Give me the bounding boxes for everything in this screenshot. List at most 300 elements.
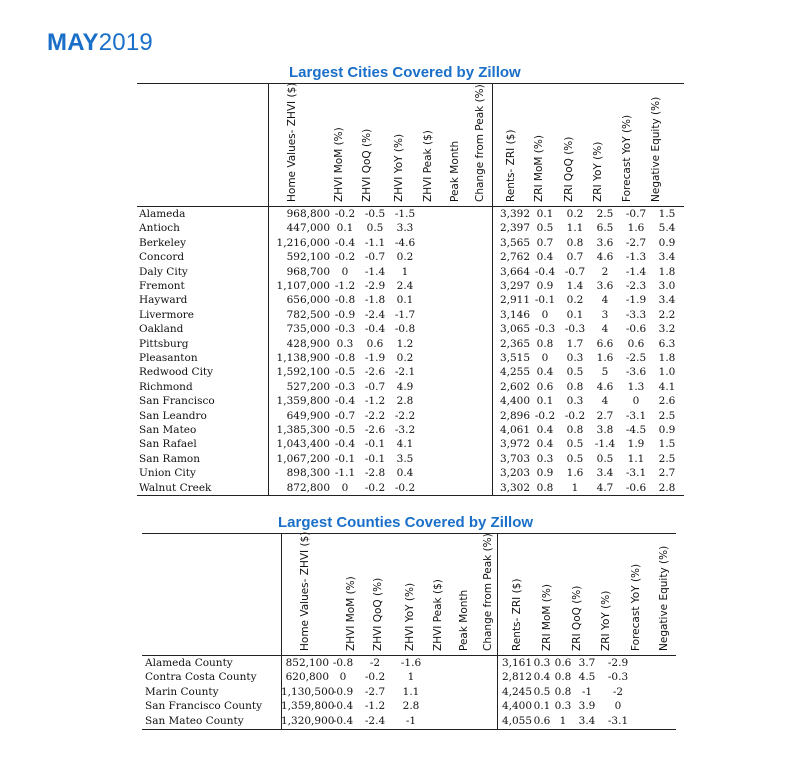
table-cell: -0.4 <box>364 323 386 336</box>
table-cell: -0.6 <box>625 481 647 494</box>
table-cell: 527,200 <box>286 380 330 393</box>
row-label: Union City <box>139 467 196 480</box>
table-cell: -0.9 <box>332 685 354 698</box>
table-cell: 1.5 <box>658 438 676 451</box>
table-cell: 0.9 <box>658 236 676 249</box>
table-cell: 1,216,000 <box>276 236 330 249</box>
table-cell: 0.8 <box>566 236 584 249</box>
table-cell: 1.6 <box>566 467 584 480</box>
table-cell: 6.6 <box>596 337 614 350</box>
table-cell: 0.8 <box>554 671 572 684</box>
table-cell: 898,300 <box>286 467 330 480</box>
table-cell: 1.5 <box>658 208 676 220</box>
table-cell: 2.7 <box>658 467 676 480</box>
table-cell: 2,602 <box>499 380 530 393</box>
table-cell: 3 <box>601 308 609 321</box>
table-cell: -0.4 <box>334 395 356 408</box>
table-cell: -2 <box>612 685 624 698</box>
table-cell: 2.5 <box>596 208 614 220</box>
table-cell: 852,100 <box>285 657 329 669</box>
row-label: Redwood City <box>139 366 214 379</box>
table-cell: 0.4 <box>536 424 554 436</box>
cities-table-title: Largest Cities Covered by Zillow <box>289 64 521 81</box>
column-header: ZRI MoM (%) <box>533 135 545 202</box>
table-cell: -1.4 <box>625 265 647 278</box>
table-top-rule <box>137 83 684 84</box>
table-cell: 0.3 <box>533 657 551 669</box>
table-cell: -0.5 <box>364 208 386 220</box>
table-cell: -0.2 <box>534 409 556 422</box>
column-header: ZHVI MoM (%) <box>345 576 357 651</box>
table-cell: 0.4 <box>536 438 554 451</box>
table-cell: 620,800 <box>285 671 329 684</box>
row-label: Richmond <box>139 380 193 393</box>
table-cell: -0.4 <box>534 265 556 278</box>
column-header: Peak Month <box>449 140 461 202</box>
column-header: Rents- ZRI ($) <box>511 578 523 651</box>
table-cell: 2.2 <box>658 308 676 321</box>
table-cell: 1,043,400 <box>276 438 330 451</box>
table-cell: 3.7 <box>578 657 596 669</box>
table-cell: 1.6 <box>627 222 645 235</box>
table-cell: -2.6 <box>364 366 386 379</box>
table-cell: -3.1 <box>625 467 647 480</box>
table-row <box>0 670 811 684</box>
table-cell: -2.4 <box>364 714 386 727</box>
row-label: Oakland <box>139 323 184 336</box>
table-cell: -0.2 <box>334 251 356 264</box>
table-cell: -2 <box>369 657 381 669</box>
table-cell: 2,911 <box>499 294 530 307</box>
table-cell: 1 <box>571 481 579 494</box>
table-cell: 3.4 <box>658 294 676 307</box>
column-header: Home Values- ZHVI ($) <box>286 82 298 202</box>
table-cell: -0.8 <box>394 323 416 336</box>
row-label: Antioch <box>139 222 180 235</box>
table-cell: -2.9 <box>607 657 629 669</box>
table-cell: -0.1 <box>334 452 356 465</box>
table-cell: 4.9 <box>396 380 414 393</box>
table-cell: -1.3 <box>625 251 647 264</box>
table-cell: 3.0 <box>658 280 676 292</box>
table-cell: -2.9 <box>364 280 386 292</box>
table-row <box>0 207 811 221</box>
table-cell: 4.5 <box>578 671 596 684</box>
table-cell: -0.4 <box>332 714 354 727</box>
row-label: Pleasanton <box>139 352 198 364</box>
table-cell: 0.1 <box>396 294 414 307</box>
table-cell: 0 <box>341 481 349 494</box>
table-cell: 1.9 <box>627 438 645 451</box>
table-cell: -0.1 <box>364 452 386 465</box>
table-cell: 1.1 <box>627 452 645 465</box>
table-cell: -1 <box>405 714 417 727</box>
table-cell: 4.1 <box>658 380 676 393</box>
table-cell: 0 <box>632 395 640 408</box>
table-row <box>0 466 811 480</box>
table-row <box>0 409 811 423</box>
table-cell: 4 <box>601 323 609 336</box>
table-cell: 968,700 <box>286 265 330 278</box>
table-cell: 1 <box>401 265 409 278</box>
table-cell: -0.1 <box>534 294 556 307</box>
table-cell: 0.7 <box>536 236 554 249</box>
row-label: Concord <box>139 251 185 264</box>
column-header: ZRI QoQ (%) <box>571 585 583 651</box>
row-label: San Rafael <box>139 438 197 451</box>
table-cell: 3.2 <box>658 323 676 336</box>
table-cell: 0.3 <box>566 395 584 408</box>
table-cell: 2.8 <box>402 700 420 713</box>
table-cell: 4,245 <box>501 685 532 698</box>
table-bottom-rule <box>137 495 684 496</box>
table-cell: -0.6 <box>625 323 647 336</box>
table-cell: 3.6 <box>596 280 614 292</box>
table-cell: -0.5 <box>334 424 356 436</box>
table-cell: 4.6 <box>596 380 614 393</box>
table-cell: 0.5 <box>533 685 551 698</box>
table-cell: 0.6 <box>366 337 384 350</box>
column-header: Change from Peak (%) <box>482 533 494 651</box>
table-cell: 3,664 <box>499 265 530 278</box>
table-cell: 1,359,800 <box>276 395 330 408</box>
table-cell: -0.2 <box>364 481 386 494</box>
table-cell: 656,000 <box>286 294 330 307</box>
row-label: Berkeley <box>139 236 187 249</box>
table-cell: 6.3 <box>658 337 676 350</box>
column-header: ZRI MoM (%) <box>541 584 553 651</box>
table-cell: -2.2 <box>394 409 416 422</box>
table-cell: -0.4 <box>334 236 356 249</box>
table-cell: -0.3 <box>607 671 629 684</box>
table-cell: 2.5 <box>658 409 676 422</box>
table-cell: 3.4 <box>596 467 614 480</box>
table-cell: 1.8 <box>658 352 676 364</box>
row-label: Alameda <box>139 208 186 220</box>
table-row <box>0 221 811 235</box>
table-cell: -1.2 <box>334 280 356 292</box>
page-title-month: MAY <box>47 29 99 56</box>
table-cell: -1.5 <box>394 208 416 220</box>
column-header: ZHVI YoY (%) <box>404 582 416 651</box>
table-cell: 3,065 <box>499 323 530 336</box>
table-cell: 1.8 <box>658 265 676 278</box>
table-cell: 3,515 <box>499 352 530 364</box>
table-top-rule <box>142 533 676 534</box>
table-row <box>0 685 811 699</box>
row-label: Pittsburg <box>139 337 189 350</box>
table-cell: 3.5 <box>396 452 414 465</box>
table-cell: 1,359,800 <box>281 700 335 713</box>
table-cell: -0.4 <box>332 700 354 713</box>
row-label: Walnut Creek <box>139 481 212 494</box>
table-cell: 0.6 <box>627 337 645 350</box>
table-cell: -4.5 <box>625 424 647 436</box>
table-cell: 782,500 <box>286 308 330 321</box>
table-cell: 0.8 <box>536 337 554 350</box>
table-row <box>0 437 811 451</box>
table-cell: 2,896 <box>499 409 530 422</box>
table-row <box>0 293 811 307</box>
table-cell: 0.4 <box>536 251 554 264</box>
counties-table-title: Largest Counties Covered by Zillow <box>278 514 534 531</box>
table-cell: 0.2 <box>566 208 584 220</box>
table-row <box>0 481 811 495</box>
table-row <box>0 656 811 670</box>
table-cell: 0.2 <box>396 352 414 364</box>
table-cell: 2.6 <box>658 395 676 408</box>
table-cell: -2.6 <box>364 424 386 436</box>
table-cell: 0.1 <box>536 208 554 220</box>
table-cell: 3.8 <box>596 424 614 436</box>
table-cell: 0.7 <box>566 251 584 264</box>
column-header: Peak Month <box>458 589 470 651</box>
table-row <box>0 394 811 408</box>
column-header: ZHVI Peak ($) <box>422 130 434 202</box>
table-cell: 4,400 <box>499 395 530 408</box>
table-cell: 4 <box>601 395 609 408</box>
table-cell: -0.7 <box>364 380 386 393</box>
table-cell: -0.2 <box>334 208 356 220</box>
table-cell: -0.3 <box>564 323 586 336</box>
table-row <box>0 279 811 293</box>
table-cell: 0.9 <box>658 424 676 436</box>
table-cell: 4.1 <box>396 438 414 451</box>
table-cell: 0 <box>614 700 622 713</box>
table-cell: -3.1 <box>625 409 647 422</box>
column-header: Forecast YoY (%) <box>621 114 633 202</box>
table-cell: 5.4 <box>658 222 676 235</box>
table-cell: 0.5 <box>366 222 384 235</box>
table-cell: 735,000 <box>286 323 330 336</box>
table-row <box>0 452 811 466</box>
column-header: Negative Equity (%) <box>650 96 662 202</box>
table-cell: -1.8 <box>364 294 386 307</box>
table-cell: 0.1 <box>533 700 551 713</box>
table-cell: -0.8 <box>334 352 356 364</box>
table-row <box>0 423 811 437</box>
table-cell: -1 <box>581 685 593 698</box>
table-cell: 0.3 <box>336 337 354 350</box>
table-cell: 1.4 <box>566 280 584 292</box>
table-cell: 592,100 <box>286 251 330 264</box>
table-cell: 0.1 <box>536 395 554 408</box>
table-cell: -3.6 <box>625 366 647 379</box>
table-cell: -0.7 <box>564 265 586 278</box>
table-cell: 4.7 <box>596 481 614 494</box>
table-cell: -0.8 <box>332 657 354 669</box>
table-cell: 968,800 <box>286 208 330 220</box>
table-cell: 0.6 <box>554 657 572 669</box>
table-cell: 0.3 <box>554 700 572 713</box>
table-cell: 1.1 <box>402 685 420 698</box>
table-cell: -1.4 <box>364 265 386 278</box>
table-row <box>0 351 811 365</box>
table-cell: 0.4 <box>533 671 551 684</box>
table-cell: 3,972 <box>499 438 530 451</box>
table-cell: -1.2 <box>364 700 386 713</box>
table-cell: 447,000 <box>286 222 330 235</box>
table-cell: 3.6 <box>596 236 614 249</box>
table-cell: 0.5 <box>566 366 584 379</box>
table-cell: 872,800 <box>286 481 330 494</box>
table-cell: -1.2 <box>364 395 386 408</box>
table-cell: 0.4 <box>396 467 414 480</box>
row-label: San Francisco <box>139 395 215 408</box>
table-cell: -3.1 <box>607 714 629 727</box>
table-cell: -0.1 <box>364 438 386 451</box>
table-cell: 1,130,500 <box>281 685 335 698</box>
table-cell: 0.1 <box>336 222 354 235</box>
table-cell: -2.4 <box>364 308 386 321</box>
table-cell: 2 <box>601 265 609 278</box>
row-label: San Mateo County <box>145 714 244 727</box>
table-cell: 0.2 <box>566 294 584 307</box>
table-cell: 0.8 <box>566 424 584 436</box>
column-header: ZHVI QoQ (%) <box>361 128 373 202</box>
table-row <box>0 365 811 379</box>
table-cell: 1 <box>407 671 415 684</box>
table-cell: 0 <box>541 352 549 364</box>
table-cell: -2.1 <box>394 366 416 379</box>
table-cell: 3.4 <box>578 714 596 727</box>
table-row <box>0 265 811 279</box>
table-cell: 428,900 <box>286 337 330 350</box>
table-cell: -3.2 <box>394 424 416 436</box>
table-cell: 0.5 <box>566 438 584 451</box>
table-cell: 3.4 <box>658 251 676 264</box>
row-label: San Mateo <box>139 424 197 436</box>
table-cell: 2.5 <box>658 452 676 465</box>
table-cell: 1.7 <box>566 337 584 350</box>
table-cell: 0 <box>541 308 549 321</box>
table-cell: -0.3 <box>534 323 556 336</box>
table-cell: 0.1 <box>566 308 584 321</box>
column-header: Forecast YoY (%) <box>630 563 642 651</box>
table-cell: -0.2 <box>564 409 586 422</box>
row-label: Livermore <box>139 308 195 321</box>
table-cell: 1,592,100 <box>276 366 330 379</box>
table-cell: 0.6 <box>536 380 554 393</box>
table-cell: -2.8 <box>364 467 386 480</box>
table-cell: 0.5 <box>536 222 554 235</box>
table-cell: -1.6 <box>400 657 422 669</box>
row-label: Hayward <box>139 294 188 307</box>
table-cell: 2.7 <box>596 409 614 422</box>
page-title <box>47 29 153 57</box>
table-cell: -2.3 <box>625 280 647 292</box>
table-cell: 1.3 <box>627 380 645 393</box>
table-cell: 2,762 <box>499 251 530 264</box>
table-bottom-rule <box>142 729 676 730</box>
table-cell: 1.6 <box>596 352 614 364</box>
table-row <box>0 699 811 713</box>
table-cell: 0 <box>341 265 349 278</box>
table-cell: 0 <box>339 671 347 684</box>
table-cell: -2.2 <box>364 409 386 422</box>
table-cell: -1.9 <box>364 352 386 364</box>
table-cell: 1 <box>559 714 567 727</box>
table-cell: 3,297 <box>499 280 530 292</box>
table-cell: 3,302 <box>499 481 530 494</box>
row-label: San Ramon <box>139 452 201 465</box>
table-cell: 2,397 <box>499 222 530 235</box>
table-cell: 0.8 <box>536 481 554 494</box>
table-cell: -0.3 <box>334 380 356 393</box>
table-cell: 3.9 <box>578 700 596 713</box>
column-header: ZRI YoY (%) <box>592 141 604 202</box>
table-cell: 3,203 <box>499 467 530 480</box>
table-cell: 0.3 <box>566 352 584 364</box>
table-cell: 0.5 <box>596 452 614 465</box>
table-cell: 2.8 <box>396 395 414 408</box>
table-cell: 3,565 <box>499 236 530 249</box>
table-cell: 0.8 <box>554 685 572 698</box>
column-header: Change from Peak (%) <box>474 84 486 202</box>
table-cell: -1.9 <box>625 294 647 307</box>
table-cell: 3,161 <box>501 657 532 669</box>
table-cell: 0.4 <box>536 366 554 379</box>
table-cell: 2,812 <box>501 671 532 684</box>
table-cell: 6.5 <box>596 222 614 235</box>
table-cell: 4,255 <box>499 366 530 379</box>
table-row <box>0 236 811 250</box>
table-cell: 1,107,000 <box>276 280 330 292</box>
row-label: San Leandro <box>139 409 207 422</box>
table-cell: -0.8 <box>334 294 356 307</box>
column-header: Rents- ZRI ($) <box>505 129 517 202</box>
table-cell: -0.9 <box>334 308 356 321</box>
table-cell: 0.6 <box>533 714 551 727</box>
table-cell: 0.9 <box>536 467 554 480</box>
column-header: ZHVI Peak ($) <box>432 579 444 651</box>
table-cell: -0.3 <box>334 323 356 336</box>
table-cell: -2.7 <box>625 236 647 249</box>
page-title-year: 2019 <box>98 29 153 56</box>
table-cell: -1.4 <box>594 438 616 451</box>
table-cell: -0.7 <box>334 409 356 422</box>
table-row <box>0 322 811 336</box>
table-cell: 4,400 <box>501 700 532 713</box>
column-header: ZRI YoY (%) <box>600 590 612 651</box>
table-cell: 0.5 <box>566 452 584 465</box>
column-header: ZHVI YoY (%) <box>393 133 405 202</box>
table-cell: -0.4 <box>334 438 356 451</box>
table-cell: 1.0 <box>658 366 676 379</box>
table-cell: -2.5 <box>625 352 647 364</box>
row-label: Alameda County <box>145 657 233 669</box>
table-cell: 1,067,200 <box>276 452 330 465</box>
table-cell: 4,061 <box>499 424 530 436</box>
table-cell: -2.7 <box>364 685 386 698</box>
row-label: Daly City <box>139 265 188 278</box>
column-header: ZHVI QoQ (%) <box>372 577 384 651</box>
table-cell: 1,320,900 <box>281 714 335 727</box>
table-cell: -0.2 <box>364 671 386 684</box>
table-cell: -1.1 <box>364 236 386 249</box>
table-cell: 3,392 <box>499 208 530 220</box>
table-cell: -1.1 <box>334 467 356 480</box>
table-cell: -0.5 <box>334 366 356 379</box>
table-cell: 649,900 <box>286 409 330 422</box>
row-label: San Francisco County <box>145 700 263 713</box>
table-cell: 0.8 <box>566 380 584 393</box>
table-row <box>0 337 811 351</box>
table-cell: 1,138,900 <box>276 352 330 364</box>
table-cell: -0.7 <box>364 251 386 264</box>
table-cell: 0.9 <box>536 280 554 292</box>
table-cell: -0.2 <box>394 481 416 494</box>
